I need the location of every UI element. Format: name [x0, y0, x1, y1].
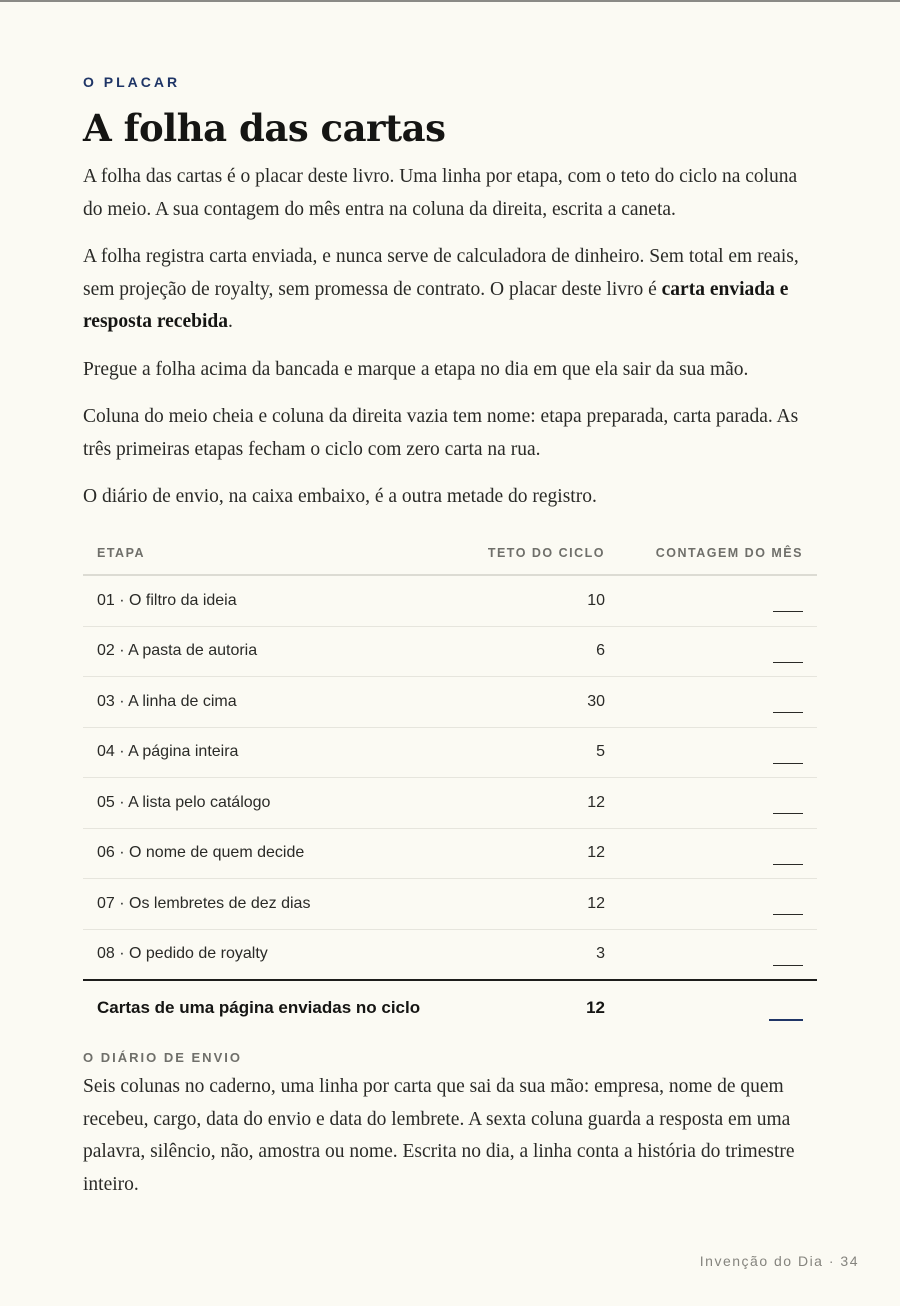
stage-ceiling: 12 [441, 828, 619, 879]
stage-count-cell [619, 626, 817, 677]
count-blank [773, 813, 803, 814]
paragraph-2 [83, 241, 817, 339]
section-eyebrow: O PLACAR [83, 74, 181, 90]
table-row [83, 727, 817, 778]
footer-separator: · [823, 1253, 841, 1269]
total-row [83, 980, 817, 1035]
paragraph-2-emphasis: carta enviada e resposta recebida [83, 278, 789, 332]
stage-count-cell [619, 879, 817, 930]
count-blank [773, 611, 803, 612]
stage-name: 08 · O pedido de royalty [83, 929, 441, 980]
header-stage: ETAPA [83, 532, 441, 575]
stage-name: 06 · O nome de quem decide [83, 828, 441, 879]
scoreboard-table [83, 532, 817, 1035]
stage-name: 03 · A linha de cima [83, 677, 441, 728]
paragraph-1: A folha das cartas é o placar deste livro. Uma linha por etapa, com o teto do ciclo na coluna do meio. A sua contagem do mês entra na coluna da direita, escrita a caneta. [83, 166, 798, 220]
page-footer [700, 1253, 859, 1269]
count-blank [773, 763, 803, 764]
top-rule [0, 0, 900, 2]
paragraph-4: Coluna do meio cheia e coluna da direita vazia tem nome: etapa preparada, carta parada. As três primeiras etapas fecham o ciclo com zero carta na rua. [83, 406, 799, 460]
stage-name: 01 · O filtro da ideia [83, 575, 441, 626]
count-blank [773, 662, 803, 663]
diary-text: Seis colunas no caderno, uma linha por carta que sai da sua mão: empresa, nome de quem recebeu, cargo, data do envio e data do lembrete. A sexta coluna guarda a resposta em uma palavra, silêncio, não, amostra ou nome. Escrita no dia, a linha conta a história do trimestre inteiro. [83, 1076, 795, 1195]
stage-count-cell [619, 929, 817, 980]
stage-ceiling: 30 [441, 677, 619, 728]
page-number: 34 [840, 1253, 859, 1269]
stage-count-cell [619, 677, 817, 728]
stage-ceiling: 10 [441, 575, 619, 626]
table-footer [83, 980, 817, 1035]
table-row [83, 677, 817, 728]
table-row [83, 828, 817, 879]
count-blank [773, 914, 803, 915]
diary-heading: O DIÁRIO DE ENVIO [83, 1050, 242, 1065]
total-label: Cartas de uma página enviadas no ciclo [97, 998, 421, 1017]
stage-ceiling: 3 [441, 929, 619, 980]
stage-ceiling: 6 [441, 626, 619, 677]
total-ceiling: 12 [586, 998, 605, 1017]
stage-name: 05 · A lista pelo catálogo [83, 778, 441, 829]
paragraph-2-end: . [227, 311, 233, 332]
table-row [83, 778, 817, 829]
stage-name: 04 · A página inteira [83, 727, 441, 778]
page-title: A folha das cartas [83, 106, 446, 150]
paragraph-5: O diário de envio, na caixa embaixo, é a outra metade do registro. [83, 486, 597, 507]
stage-ceiling: 5 [441, 727, 619, 778]
running-title: Invenção do Dia [699, 1253, 824, 1269]
table-row [83, 575, 817, 626]
header-ceiling: TETO DO CICLO [441, 532, 619, 575]
stage-name: 02 · A pasta de autoria [83, 626, 441, 677]
stage-name: 07 · Os lembretes de dez dias [83, 879, 441, 930]
intro-text [83, 161, 817, 529]
total-count-blank [769, 1019, 803, 1021]
table-row [83, 929, 817, 980]
stage-ceiling: 12 [441, 879, 619, 930]
stage-ceiling: 12 [441, 778, 619, 829]
stage-count-cell [619, 828, 817, 879]
paragraph-2-lead: A folha registra carta enviada, e nunca serve de calculadora de dinheiro. Sem total em reais, sem projeção de royalty, sem promessa de contrato. O placar deste livro é [83, 246, 799, 300]
table-row [83, 879, 817, 930]
table-row [83, 626, 817, 677]
count-blank [773, 712, 803, 713]
stage-count-cell [619, 575, 817, 626]
count-blank [773, 965, 803, 966]
stage-count-cell [619, 778, 817, 829]
header-row [83, 532, 817, 575]
stage-count-cell [619, 727, 817, 778]
paragraph-3: Pregue a folha acima da bancada e marque a etapa no dia em que ela sair da sua mão. [83, 358, 749, 380]
scoreboard-table-wrap [83, 532, 817, 1035]
table-body [83, 575, 817, 980]
table-header [83, 532, 817, 575]
count-blank [773, 864, 803, 865]
header-count: CONTAGEM DO MÊS [619, 532, 817, 575]
total-count-cell [619, 980, 817, 1035]
